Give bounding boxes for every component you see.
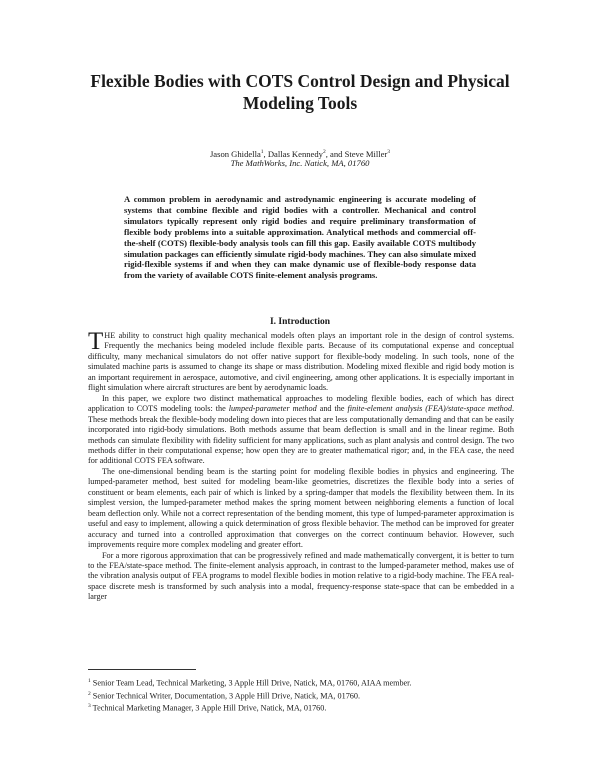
footnote bbox=[88, 701, 514, 714]
italic-term: lumped-parameter method bbox=[228, 404, 317, 414]
footnote-number: 2 bbox=[88, 690, 91, 697]
italic-term: finite-element analysis (FEA)/state-space method bbox=[347, 404, 512, 414]
paragraph-text: In this paper, we explore two distinct mathematical approaches to modeling flexible bodies, each of which has direct application to COTS modeling tools: the bbox=[88, 393, 514, 414]
author-name: , Dallas Kennedy bbox=[263, 148, 323, 159]
footnote-text: Senior Team Lead, Technical Marketing, 3 Apple Hill Drive, Natick, MA, 01760, AIAA member. bbox=[92, 678, 412, 688]
paragraph bbox=[88, 394, 514, 467]
paper-title: Flexible Bodies with COTS Control Design and Physical Modeling Tools bbox=[90, 71, 510, 113]
footnote-text: Senior Technical Writer, Documentation, 3 Apple Hill Drive, Natick, MA, 01760. bbox=[92, 691, 361, 701]
footnote-number: 1 bbox=[88, 678, 91, 684]
paragraph-text: . These methods break the flexible-body modeling down into pieces that are less computationally demanding and that can be easily incorporated into rigid-body simulations. Both methods assume that beam deflection is small and in the linear regime. Both methods can simulate flexibility with fidelity sufficient for many applications, such as plant analysis and control design. The two methods differ in their computational expense; how open they are to greater mathematical rigor; and, in the FEA case, the need for additional COTS FEA software. bbox=[88, 404, 515, 466]
paragraph: For a more rigorous approximation that can be progressively refined and made mathematically convergent, it is better to turn to the FEA/state-space method. The finite-element analysis approach, in contrast to the lumped-parameter method, makes use of the vibration analysis output of FEA programs to model flexible bodies in motion relative to a rigid-body machine. The FEA real-space discrete mesh is transformed by such analysis into a modal, frequency-response state-space that can be embedded in a larger bbox=[88, 550, 514, 602]
footnote-text: Technical Marketing Manager, 3 Apple Hill Drive, Natick, MA, 01760. bbox=[92, 704, 327, 714]
author-name: , and Steve Miller bbox=[325, 148, 388, 159]
footnote bbox=[88, 689, 514, 702]
paragraph-text: and the bbox=[316, 404, 348, 414]
footnote-marker: 1 bbox=[260, 149, 264, 155]
paragraph: The one-dimensional bending beam is the starting point for modeling flexible bodies in physics and engineering. The lumped-parameter method, best suited for modeling beam-like geometries, discretizes the flexible body into a series of constituent or beam elements, each pair of which is linked by a spring-damper that models the flexibility between them. In its simplest version, the lumped-parameter method makes the spring moment between neighboring elements a function of local beam deflection only. While not a correct representation of the bending moment, this type of lumped-parameter approximation is useful and easy to implement, allowing a quick determination of gross flexible behavior. The method can be improved for greater accuracy and turned into a controlled approximation that converges on the correct continuum behavior. However, such improvements require more complex modeling and greater effort. bbox=[88, 466, 514, 550]
footnote-marker: 3 bbox=[387, 149, 391, 155]
section-heading: I. Introduction bbox=[269, 317, 330, 327]
footnote-marker: 2 bbox=[322, 149, 326, 155]
affiliation: The MathWorks, Inc. Natick, MA, 01760 bbox=[230, 158, 370, 168]
paragraph bbox=[88, 328, 514, 394]
author-name: Jason Ghidella bbox=[209, 148, 261, 159]
body-text bbox=[88, 328, 515, 603]
footnote-number: 3 bbox=[88, 703, 91, 710]
paragraph-text: HE ability to construct high quality mechanical models often plays an important role in the design of control systems. Frequently the mechanics being modeled include flexible parts. Because of its computational expense and conceptual difficulty, many mechanical simulators do not offer native support for flexible-body modeling. In such tools, none of the simulated machine parts is assumed to change its shape or mass distribution. Modeling mixed flexible and rigid body motion is an important requirement in aerospace, automotive, and civil engineering, among other applications. It is especially important in flight simulation where aircraft structures are bent by aerodynamic loads. bbox=[88, 331, 514, 393]
abstract: A common problem in aerodynamic and astrodynamic engineering is accurate modeling of systems that combine flexible and rigid bodies with a controller. Mechanical and control simulators typically represent only rigid bodies and require preliminary transformation of flexible body problems into a suitable approximation. Analytical methods and commercial off-the-shelf (COTS) flexible-body analysis tools can fill this gap. Easily available COTS multibody simulation packages can efficiently simulate rigid-body machines. They can also simulate mixed rigid-flexible systems if and when they can make dynamic use of flexible-body response data from the variety of available COTS finite-element analysis programs. bbox=[124, 194, 476, 281]
footnote bbox=[88, 676, 514, 689]
drop-cap: T bbox=[88, 328, 104, 355]
footnote-rule bbox=[88, 669, 196, 670]
footnotes bbox=[88, 670, 514, 714]
